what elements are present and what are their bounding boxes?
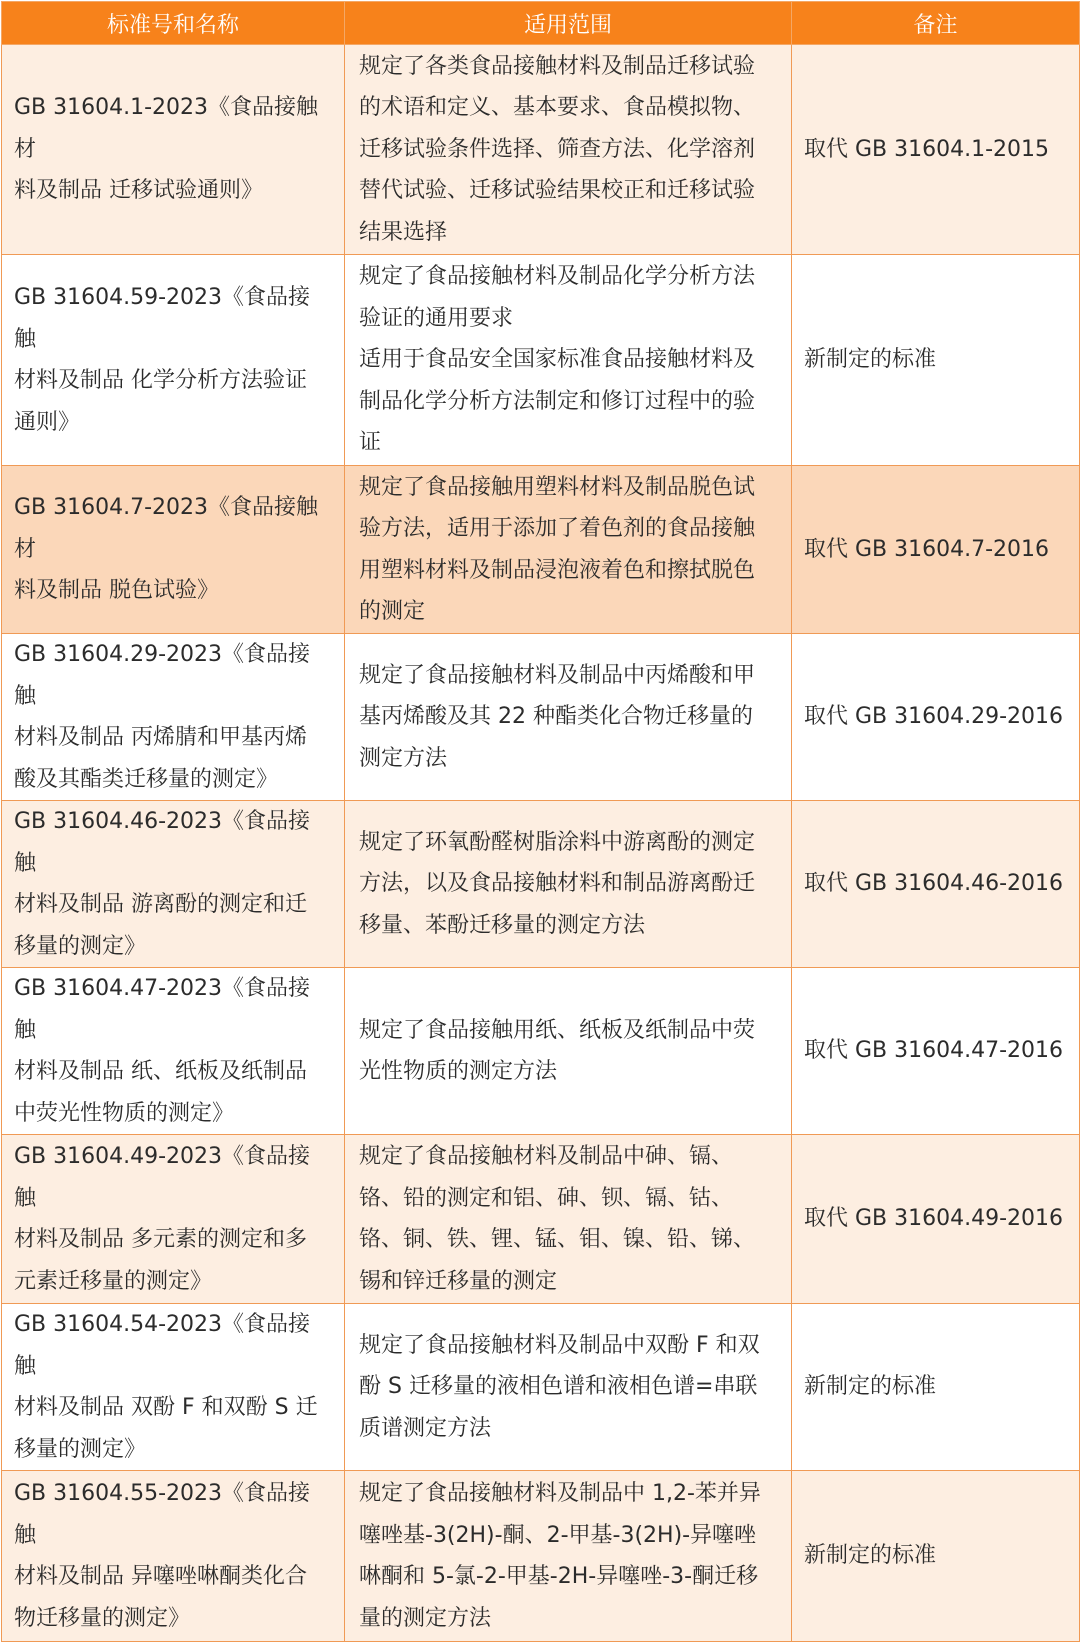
scope-cell: 规定了各类食品接触材料及制品迁移试验 的术语和定义、基本要求、食品模拟物、 迁移试验条件选择、筛查方法、化学溶剂 替代试验、迁移试验结果校正和迁移试验 结果选择 <box>345 45 792 255</box>
scope-cell: 规定了食品接触用塑料材料及制品脱色试 验方法，适用于添加了着色剂的食品接触 用塑料材料及制品浸泡液着色和擦拭脱色 的测定 <box>345 466 792 634</box>
table-row <box>2 1304 1080 1471</box>
note-cell: 取代 GB 31604.49-2016 <box>792 1135 1080 1304</box>
header-row <box>2 2 1080 45</box>
scope-cell: 规定了食品接触材料及制品中 1,2-苯并异 噻唑基-3(2H)-酮、2-甲基-3(2H)-异噻唑 啉酮和 5-氯-2-甲基-2H-异噻唑-3-酮迁移 量的测定方法 <box>345 1471 792 1642</box>
table-row <box>2 45 1080 255</box>
standard-name-cell: GB 31604.59-2023《食品接触 材料及制品 化学分析方法验证 通则》 <box>2 255 345 466</box>
scope-cell: 规定了食品接触用纸、纸板及纸制品中荧 光性物质的测定方法 <box>345 968 792 1135</box>
scope-cell: 规定了环氧酚醛树脂涂料中游离酚的测定 方法，以及食品接触材料和制品游离酚迁 移量、苯酚迁移量的测定方法 <box>345 801 792 968</box>
standards-table <box>1 1 1080 1642</box>
header-scope: 适用范围 <box>345 2 792 45</box>
note-cell: 取代 GB 31604.47-2016 <box>792 968 1080 1135</box>
note-cell: 新制定的标准 <box>792 1471 1080 1642</box>
table-row <box>2 968 1080 1135</box>
scope-cell: 规定了食品接触材料及制品化学分析方法 验证的通用要求 适用于食品安全国家标准食品接触材料及 制品化学分析方法制定和修订过程中的验 证 <box>345 255 792 466</box>
note-cell: 新制定的标准 <box>792 255 1080 466</box>
table-row <box>2 1471 1080 1642</box>
header-note: 备注 <box>792 2 1080 45</box>
header-name: 标准号和名称 <box>2 2 345 45</box>
table-row <box>2 1135 1080 1304</box>
note-cell: 取代 GB 31604.1-2015 <box>792 45 1080 255</box>
note-cell: 取代 GB 31604.29-2016 <box>792 634 1080 801</box>
standard-name-cell: GB 31604.7-2023《食品接触材 料及制品 脱色试验》 <box>2 466 345 634</box>
note-cell: 取代 GB 31604.46-2016 <box>792 801 1080 968</box>
scope-cell: 规定了食品接触材料及制品中砷、镉、 铬、铅的测定和铝、砷、钡、镉、钴、 铬、铜、铁、锂、锰、钼、镍、铅、锑、 锡和锌迁移量的测定 <box>345 1135 792 1304</box>
note-cell: 新制定的标准 <box>792 1304 1080 1471</box>
scope-cell: 规定了食品接触材料及制品中丙烯酸和甲 基丙烯酸及其 22 种酯类化合物迁移量的 测定方法 <box>345 634 792 801</box>
standard-name-cell: GB 31604.54-2023《食品接触 材料及制品 双酚 F 和双酚 S 迁 移量的测定》 <box>2 1304 345 1471</box>
standard-name-cell: GB 31604.47-2023《食品接触 材料及制品 纸、纸板及纸制品 中荧光性物质的测定》 <box>2 968 345 1135</box>
note-cell: 取代 GB 31604.7-2016 <box>792 466 1080 634</box>
standard-name-cell: GB 31604.1-2023《食品接触材 料及制品 迁移试验通则》 <box>2 45 345 255</box>
standard-name-cell: GB 31604.55-2023《食品接触 材料及制品 异噻唑啉酮类化合 物迁移量的测定》 <box>2 1471 345 1642</box>
scope-cell: 规定了食品接触材料及制品中双酚 F 和双 酚 S 迁移量的液相色谱和液相色谱=串联 质谱测定方法 <box>345 1304 792 1471</box>
table-row <box>2 801 1080 968</box>
standard-name-cell: GB 31604.29-2023《食品接触 材料及制品 丙烯腈和甲基丙烯 酸及其酯类迁移量的测定》 <box>2 634 345 801</box>
table-row <box>2 634 1080 801</box>
standard-name-cell: GB 31604.49-2023《食品接触 材料及制品 多元素的测定和多 元素迁移量的测定》 <box>2 1135 345 1304</box>
standard-name-cell: GB 31604.46-2023《食品接触 材料及制品 游离酚的测定和迁 移量的测定》 <box>2 801 345 968</box>
table-row <box>2 466 1080 634</box>
table-row <box>2 255 1080 466</box>
